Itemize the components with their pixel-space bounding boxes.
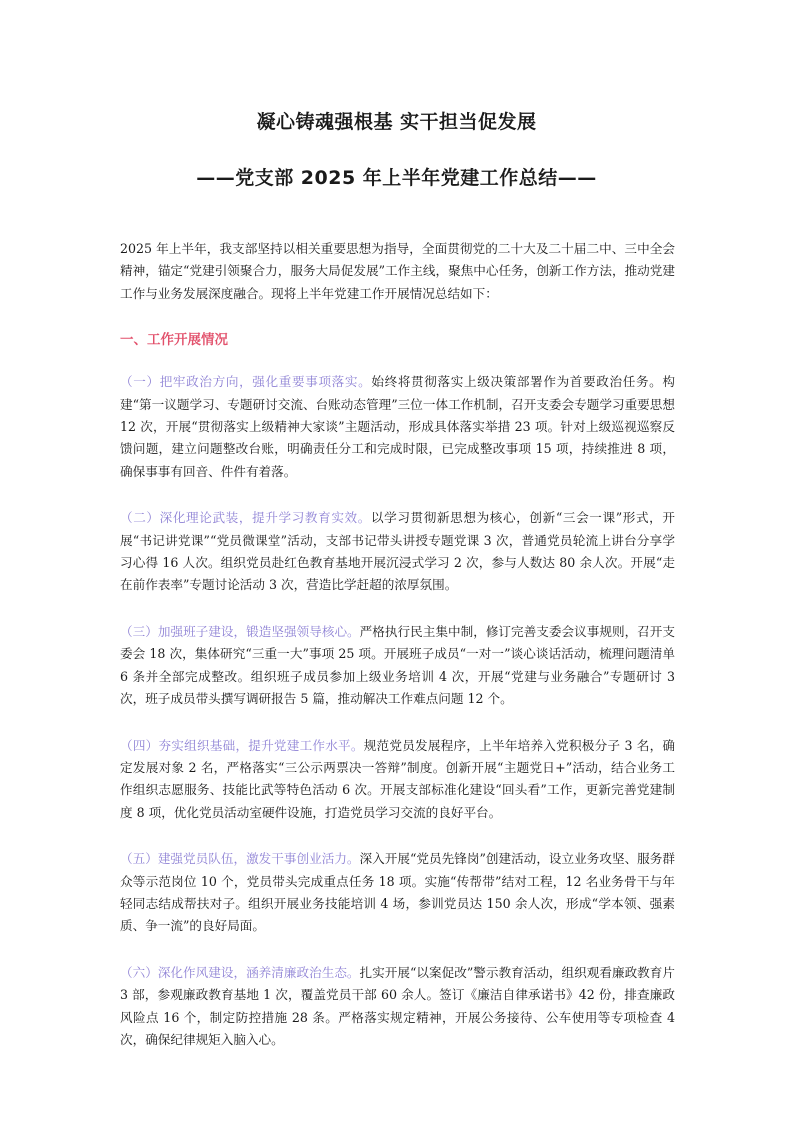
work-item-4 xyxy=(120,735,675,825)
section-heading: 一、工作开展情况 xyxy=(120,332,228,349)
intro-paragraph: 2025 年上半年，我支部坚持以相关重要思想为指导，全面贯彻党的二十大及二十届二中、三中全会精神，锚定“党建引领聚合力，服务大局促发展”工作主线，聚焦中心任务，创新工作方法，推动党建工作与业务发展深度融合。现将上半年党建工作开展情况总结如下： xyxy=(120,241,675,301)
work-item-text: 扎实开展“以案促改”警示教育活动，组织观看廉政教育片 3 部，参观廉政教育基地 1 次，覆盖党员干部 60 余人。签订《廉洁自律承诺书》42 份，排查廉政风险点 16 个，制定防控措施 28 条。严格落实规定精神，开展公务接待、公车使用等专项检查 4 次，确保纪律规矩入脑入心。 xyxy=(120,964,675,1047)
work-item-heading: （二）深化理论武装，提升学习教育实效。 xyxy=(120,510,371,526)
work-item-1 xyxy=(120,371,675,483)
work-item-6 xyxy=(120,962,675,1052)
work-item-text: 严格执行民主集中制，修订完善支委会议事规则，召开支委会 18 次，集体研究“三重一大”事项 25 项。开展班子成员“一对一”谈心谈话活动，梳理问题清单 6 条并全部完成整改。组织班子成员参加上级业务培训 4 次，开展“党建与业务融合”专题研讨 3 次，班子成员带头撰写调研报告 5 篇，推动解决工作难点问题 12 个。 xyxy=(120,623,676,707)
work-item-heading: （四）夯实组织基础，提升党建工作水平。 xyxy=(120,737,364,753)
work-item-5 xyxy=(120,848,675,938)
work-item-text: 深入开展“党员先锋岗”创建活动，设立业务攻坚、服务群众等示范岗位 10 个，党员带头完成重点任务 18 项。实施“传帮带”结对工程，12 名业务骨干与年轻同志结成帮扶对子。组织开展业务技能培训 4 场，参训党员达 150 余人次，形成“学本领、强素质、争一流”的良好局面。 xyxy=(120,851,675,934)
document-title: 凝心铸魂强根基 实干担当促发展 xyxy=(256,111,537,133)
document-subtitle: ——党支部 2025 年上半年党建工作总结—— xyxy=(196,167,597,189)
work-item-heading: （五）建强党员队伍，激发干事创业活力。 xyxy=(120,851,360,867)
work-item-2 xyxy=(120,507,675,597)
work-item-heading: （一）把牢政治方向，强化重要事项落实。 xyxy=(120,374,372,390)
document-body xyxy=(120,238,675,1075)
work-item-text: 规范党员发展程序，上半年培养入党积极分子 3 名，确定发展对象 2 名，严格落实“三公示两票决一答辩”制度。创新开展“主题党日+”活动，结合业务工作组织志愿服务、技能比武等特色活动 6 次。开展支部标准化建设“回头看”工作，更新完善党建制度 8 项，优化党员活动室硬件设施，打造党员学习交流的良好平台。 xyxy=(120,737,675,820)
work-item-text: 以学习贯彻新思想为核心，创新“三会一课”形式，开展“书记讲党课”“党员微课堂”活动，支部书记带头讲授专题党课 3 次，普通党员轮流上讲台分享学习心得 16 人次。组织党员赴红色教育基地开展沉浸式学习 2 次，参与人数达 80 余人次。开展“走在前作表率”专题讨论活动 3 次，营造比学赶超的浓厚氛围。 xyxy=(120,510,675,593)
work-item-heading: （三）加强班子建设，锻造坚强领导核心。 xyxy=(120,623,360,639)
work-item-heading: （六）深化作风建设，涵养清廉政治生态。 xyxy=(120,964,360,980)
work-item-3 xyxy=(120,621,675,711)
work-item-text: 始终将贯彻落实上级决策部署作为首要政治任务。构建“第一议题学习、专题研讨交流、台账动态管理”三位一体工作机制，召开支委会专题学习重要思想 12 次，开展“贯彻落实上级精神大家谈”主题活动，形成具体落实举措 23 项。针对上级巡视巡察反馈问题，建立问题整改台账，明确责任分工和完成时限，已完成整改事项 15 项，持续推进 8 项，确保事事有回音、件件有着落。 xyxy=(120,374,676,479)
